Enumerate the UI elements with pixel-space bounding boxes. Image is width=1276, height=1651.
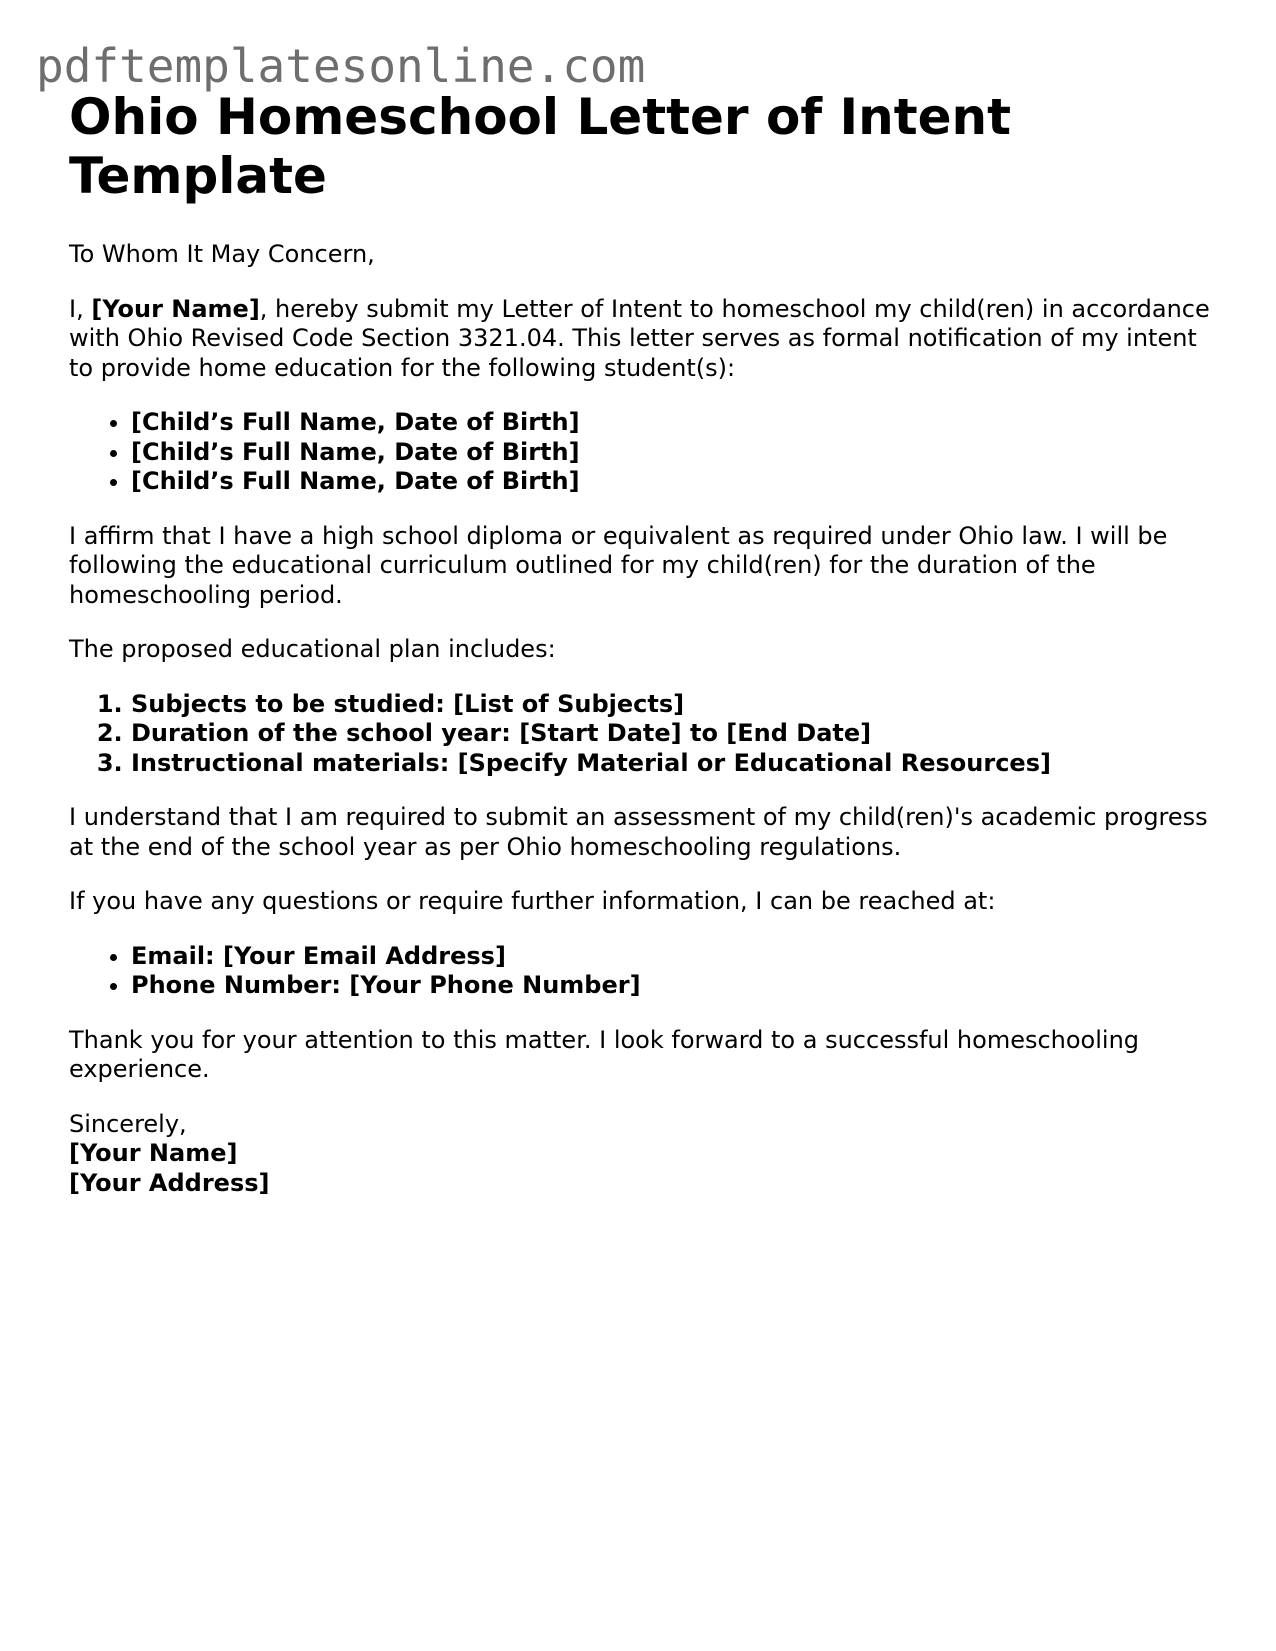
intro-name-placeholder: [Your Name] — [91, 294, 260, 323]
signoff-address: [Your Address] — [69, 1168, 270, 1197]
student-item: • [Child’s Full Name, Date of Birth] — [131, 438, 1219, 468]
plan-item: 1. Subjects to be studied: [List of Subjects] — [131, 690, 1219, 720]
student-item: • [Child’s Full Name, Date of Birth] — [131, 467, 1219, 497]
contact-list — [69, 942, 1219, 1001]
closing-paragraph: Thank you for your attention to this matter. I look forward to a successful homeschooling experience. — [69, 1025, 1140, 1083]
plan-intro: The proposed educational plan includes: — [69, 635, 556, 663]
signoff-block — [69, 1110, 1219, 1199]
intro-prefix: I, — [69, 294, 92, 323]
signoff-salutation: Sincerely, — [69, 1109, 187, 1138]
plan-list — [69, 690, 1219, 779]
contact-intro: If you have any questions or require further information, I can be reached at: — [69, 887, 996, 915]
contact-email: • Email: [Your Email Address] — [131, 942, 1219, 972]
affirmation-paragraph: I affirm that I have a high school diploma or equivalent as required under Ohio law. I will be following the educational curriculum outlined for my child(ren) for the duration of the homeschooling period. — [69, 521, 1168, 609]
plan-item: 3. Instructional materials: [Specify Material or Educational Resources] — [131, 749, 1219, 779]
watermark: pdftemplatesonline.com — [36, 39, 646, 93]
letter-page — [69, 88, 1219, 1198]
assessment-paragraph: I understand that I am required to submit an assessment of my child(ren)'s academic progress at the end of the school year as per Ohio homeschooling regulations. — [69, 803, 1208, 861]
greeting: To Whom It May Concern, — [69, 240, 375, 268]
plan-item: 2. Duration of the school year: [Start Date] to [End Date] — [131, 719, 1219, 749]
intro-suffix: , hereby submit my Letter of Intent to homeschool my child(ren) in accordance with Ohio Revised Code Section 3321.04. This letter serves as formal notification of my intent to provide home education for the following student(s): — [69, 294, 1210, 382]
contact-phone: • Phone Number: [Your Phone Number] — [131, 971, 1219, 1001]
document-title: Ohio Homeschool Letter of Intent Template — [69, 88, 1012, 205]
students-list — [69, 408, 1219, 497]
student-item: • [Child’s Full Name, Date of Birth] — [131, 408, 1219, 438]
intro-paragraph — [69, 295, 1219, 384]
signoff-name: [Your Name] — [69, 1139, 238, 1167]
